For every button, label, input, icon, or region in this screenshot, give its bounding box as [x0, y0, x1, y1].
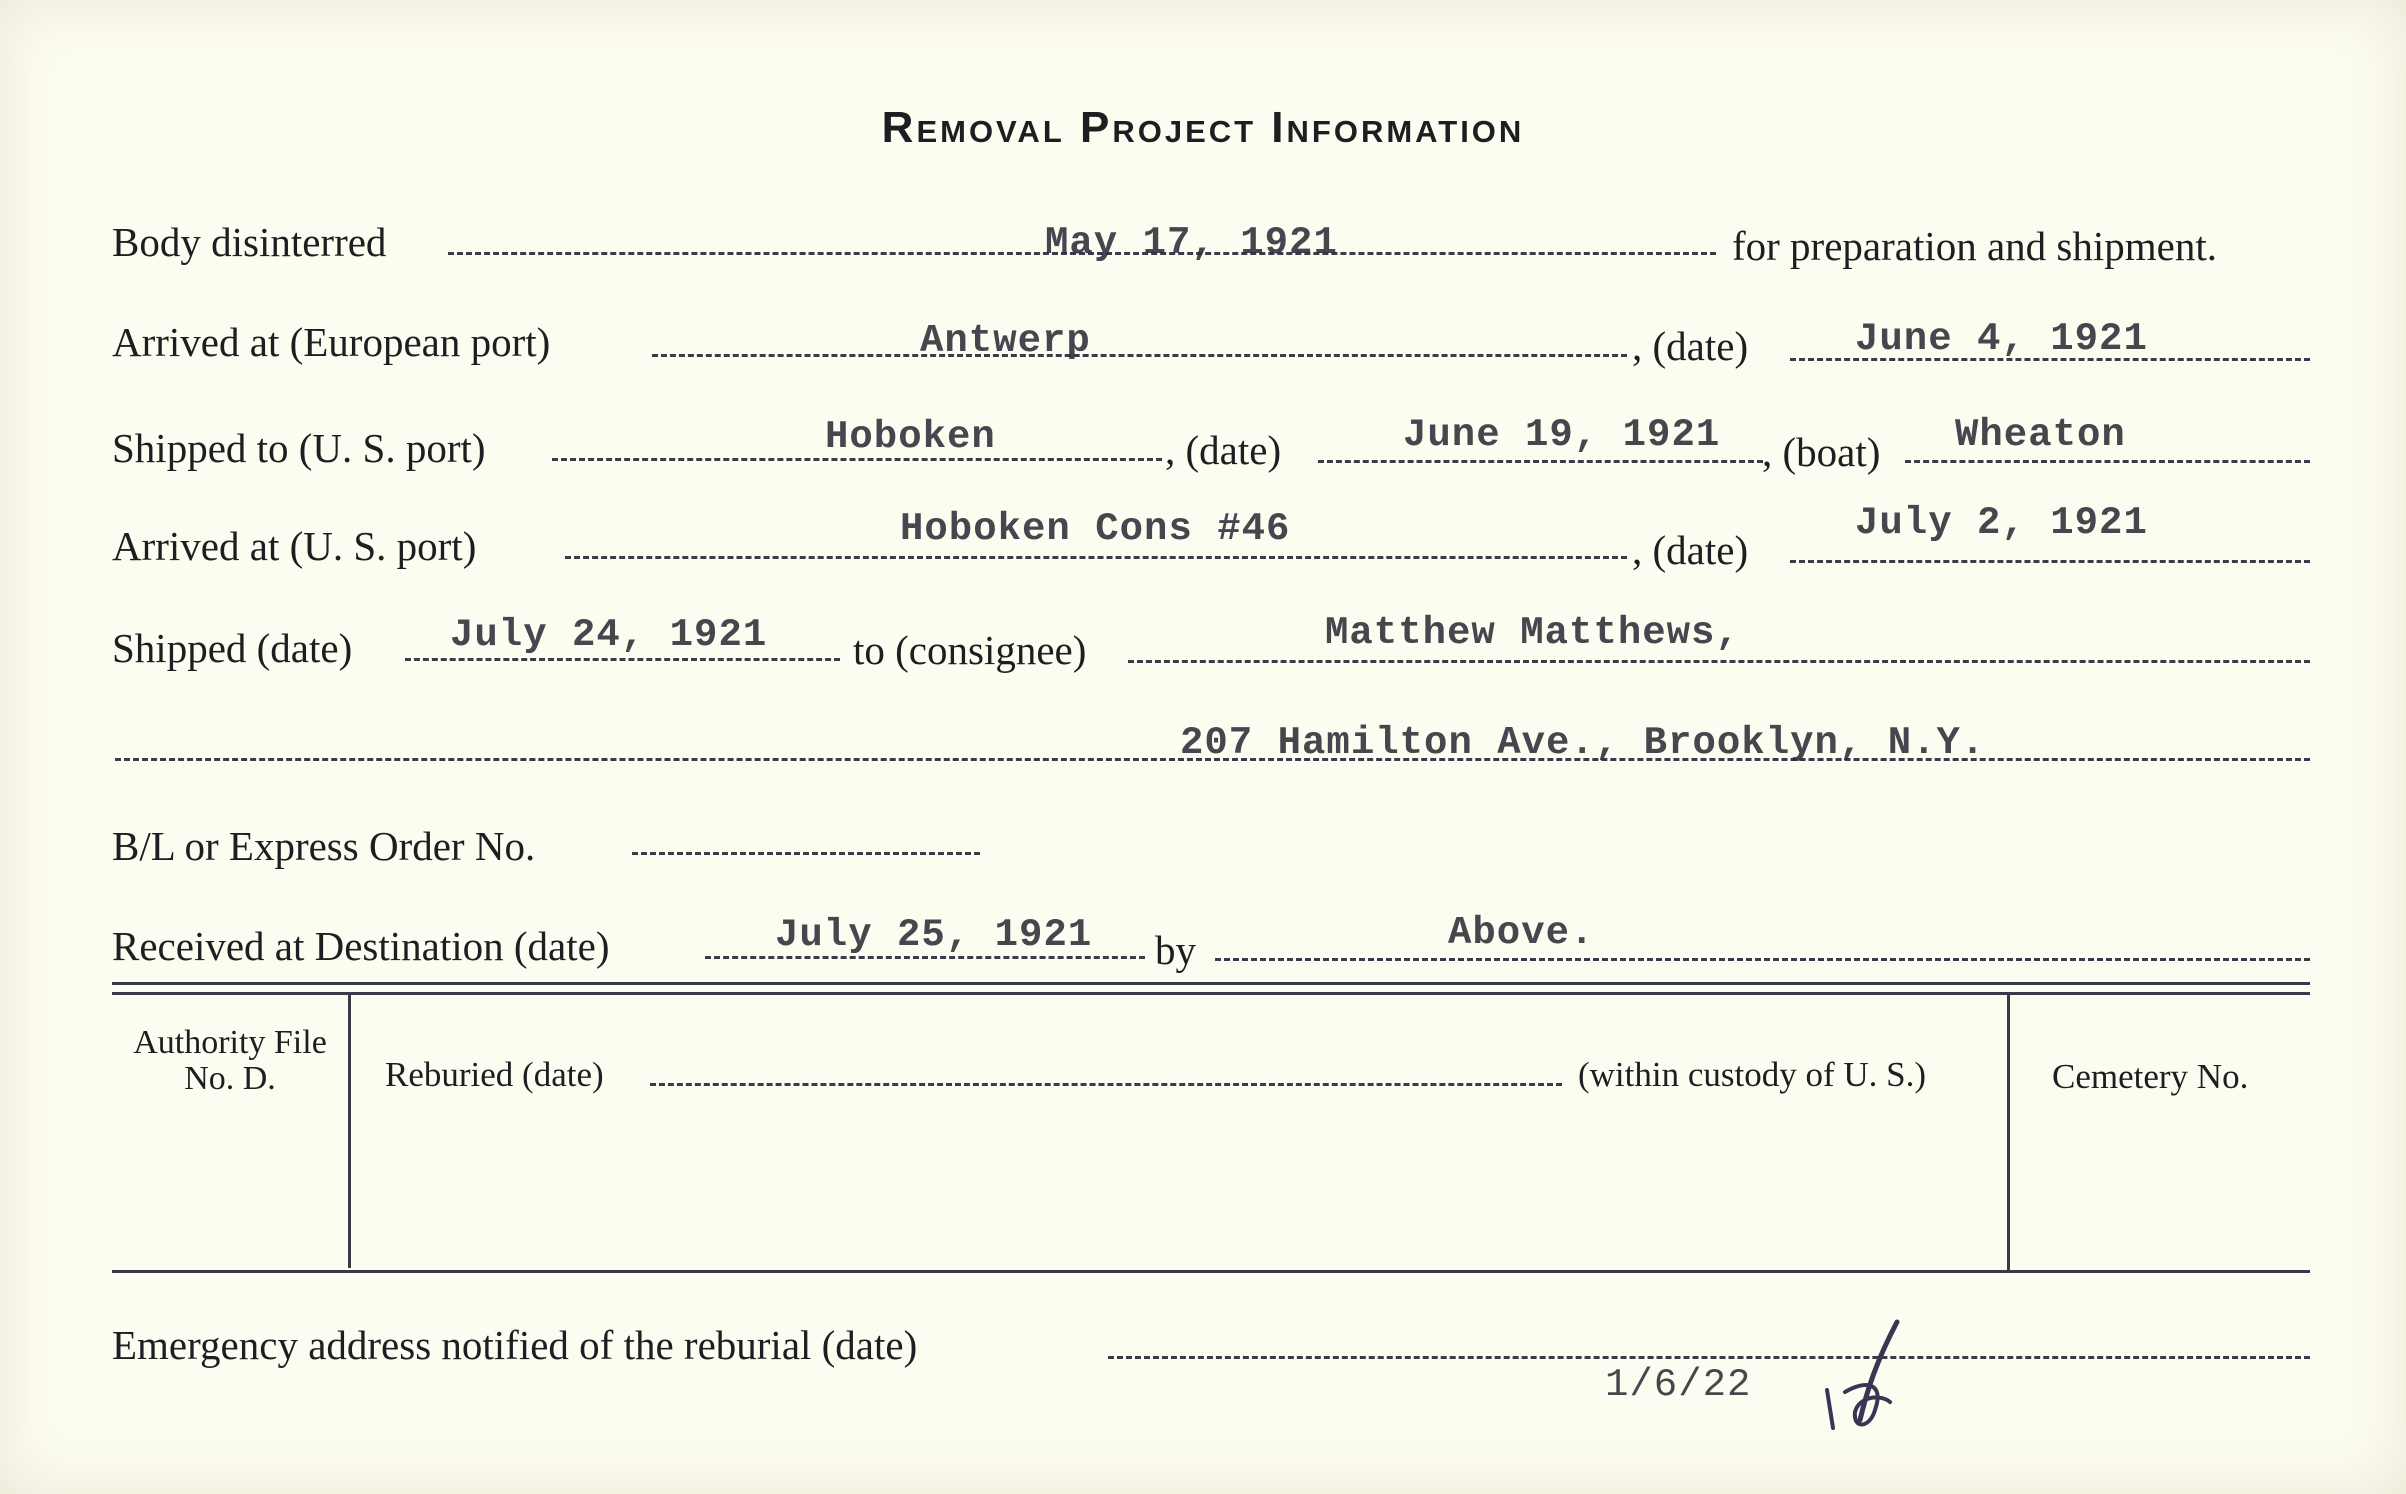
- arrived-us-port-date-line: [1790, 560, 2310, 563]
- body-disinterred-value: May 17, 1921: [1045, 221, 1338, 265]
- body-disinterred-suffix: for preparation and shipment.: [1732, 223, 2218, 269]
- shipped-us-port-label: Shipped to (U. S. port): [112, 425, 486, 471]
- received-value: July 25, 1921: [775, 913, 1093, 957]
- shipped-us-port-boat-value: Wheaton: [1955, 413, 2126, 457]
- shipped-us-port-value: Hoboken: [825, 415, 996, 459]
- address-value: 207 Hamilton Ave., Brooklyn, N.Y.: [1180, 721, 1986, 765]
- arrived-us-port-line: [565, 556, 1627, 559]
- shipped-date-value: July 24, 1921: [450, 613, 768, 657]
- shipped-us-port-boat-line: [1905, 460, 2310, 463]
- custody-label: (within custody of U. S.): [1578, 1055, 1927, 1094]
- handwritten-initials: [1815, 1310, 1935, 1440]
- consignee-label: to (consignee): [853, 627, 1087, 673]
- table-top-rule-1: [112, 982, 2310, 985]
- table-divider-right: [2007, 995, 2010, 1272]
- received-by-line: [1215, 958, 2310, 961]
- reburied-line: [650, 1083, 1562, 1086]
- arrived-european-value: Antwerp: [920, 319, 1091, 363]
- table-top-rule-2: [112, 992, 2310, 995]
- received-by-value: Above.: [1448, 911, 1595, 955]
- consignee-value: Matthew Matthews,: [1325, 611, 1740, 655]
- shipped-us-port-date-value: June 19, 1921: [1403, 413, 1721, 457]
- arrived-us-port-value: Hoboken Cons #46: [900, 507, 1291, 551]
- received-label: Received at Destination (date): [112, 923, 610, 969]
- shipped-us-port-boat-label: , (boat): [1762, 429, 1881, 475]
- arrived-us-port-date-value: July 2, 1921: [1855, 501, 2148, 545]
- body-disinterred-label: Body disinterred: [112, 219, 387, 265]
- arrived-us-port-label: Arrived at (U. S. port): [112, 523, 477, 569]
- bl-order-line: [632, 852, 980, 855]
- card-title: Removal Project Information: [881, 103, 1525, 152]
- emergency-label: Emergency address notified of the reburial (date): [112, 1322, 918, 1368]
- arrived-european-label: Arrived at (European port): [112, 319, 551, 365]
- bl-order-label: B/L or Express Order No.: [112, 823, 536, 869]
- cemetery-label: Cemetery No.: [2052, 1057, 2249, 1096]
- arrived-european-date-value: June 4, 1921: [1855, 317, 2148, 361]
- shipped-us-port-date-label: , (date): [1165, 427, 1282, 473]
- consignee-line: [1128, 660, 2310, 663]
- table-divider-left: [348, 995, 351, 1268]
- arrived-us-port-date-label: , (date): [1632, 527, 1749, 573]
- arrived-european-line: [652, 354, 1627, 357]
- shipped-us-port-date-line: [1318, 460, 1763, 463]
- emergency-value: 1/6/22: [1605, 1363, 1752, 1407]
- shipped-date-line: [405, 658, 840, 661]
- authority-file-label: Authority File No. D.: [133, 1024, 327, 1097]
- reburied-label: Reburied (date): [385, 1055, 604, 1094]
- table-bottom-rule: [112, 1270, 2310, 1273]
- arrived-european-date-label: , (date): [1632, 323, 1749, 369]
- received-by-label: by: [1155, 927, 1196, 973]
- emergency-line: [1108, 1356, 2310, 1359]
- shipped-date-label: Shipped (date): [112, 625, 353, 671]
